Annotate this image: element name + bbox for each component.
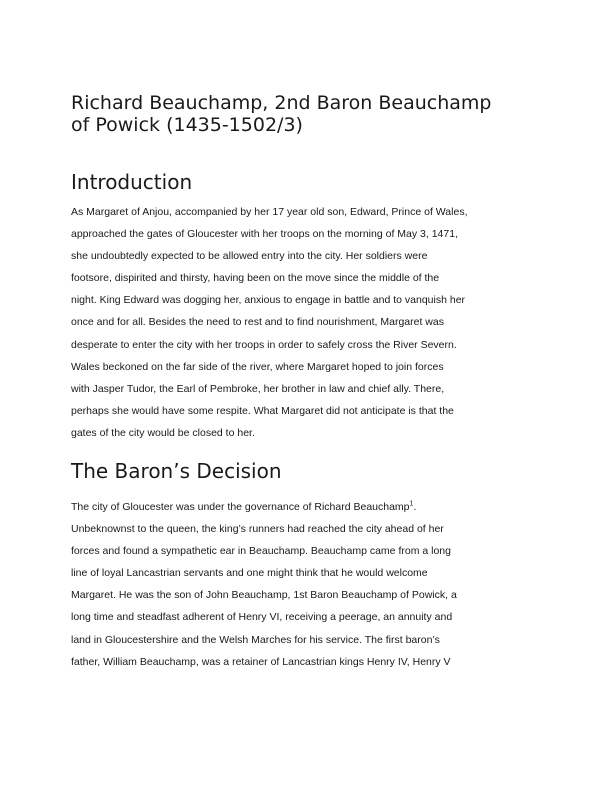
title-line: of Powick (1435-1502/3) [71,114,303,136]
barons-decision-paragraph [71,496,546,673]
paragraph-line: Unbeknownst to the queen, the king’s runners had reached the city ahead of her [71,523,444,536]
paragraph-line: approached the gates of Gloucester with her troops on the morning of May 3, 1471, [71,228,458,241]
paragraph-line: once and for all. Besides the need to rest and to find nourishment, Margaret was [71,316,444,329]
paragraph-line: desperate to enter the city with her troops in order to safely cross the River Severn. [71,338,457,351]
paragraph-line: As Margaret of Anjou, accompanied by her 17 year old son, Edward, Prince of Wales, [71,206,468,218]
paragraph-line: forces and found a sympathetic ear in Beauchamp. Beauchamp came from a long [71,545,451,558]
paragraph-line: line of loyal Lancastrian servants and one might think that he would welcome [71,567,428,580]
footnote-reference[interactable]: 1 [409,500,414,508]
paragraph-line: Margaret. He was the son of John Beauchamp, 1st Baron Beauchamp of Powick, a [71,589,457,602]
introduction-paragraph [71,201,546,444]
paragraph-line: gates of the city would be closed to her. [71,426,255,439]
paragraph-line: she undoubtedly expected to be allowed entry into the city. Her soldiers were [71,250,428,263]
paragraph-line-text: The city of Gloucester was under the governance of Richard Beauchamp [71,501,410,513]
paragraph-line: night. King Edward was dogging her, anxious to engage in battle and to vanquish her [71,294,466,307]
paragraph-line: perhaps she would have some respite. What Margaret did not anticipate is that the [71,404,454,417]
title-line: Richard Beauchamp, 2nd Baron Beauchamp [71,92,492,114]
paragraph-line [71,496,546,518]
paragraph-line: land in Gloucestershire and the Welsh Marches for his service. The first baron’s [71,633,440,646]
section-heading-barons-decision: The Baron’s Decision [71,459,282,483]
paragraph-line: long time and steadfast adherent of Henry VI, receiving a peerage, an annuity and [71,611,453,624]
section-heading-introduction: Introduction [71,170,193,194]
paragraph-line: with Jasper Tudor, the Earl of Pembroke, her brother in law and chief ally. There, [71,382,445,395]
paragraph-line: father, William Beauchamp, was a retainer of Lancastrian kings Henry IV, Henry V [71,655,451,668]
document-title [71,92,541,136]
paragraph-line-end: . [413,501,417,513]
paragraph-line: Wales beckoned on the far side of the river, where Margaret hoped to join forces [71,360,444,373]
paragraph-line: footsore, dispirited and thirsty, having been on the move since the middle of the [71,272,440,285]
